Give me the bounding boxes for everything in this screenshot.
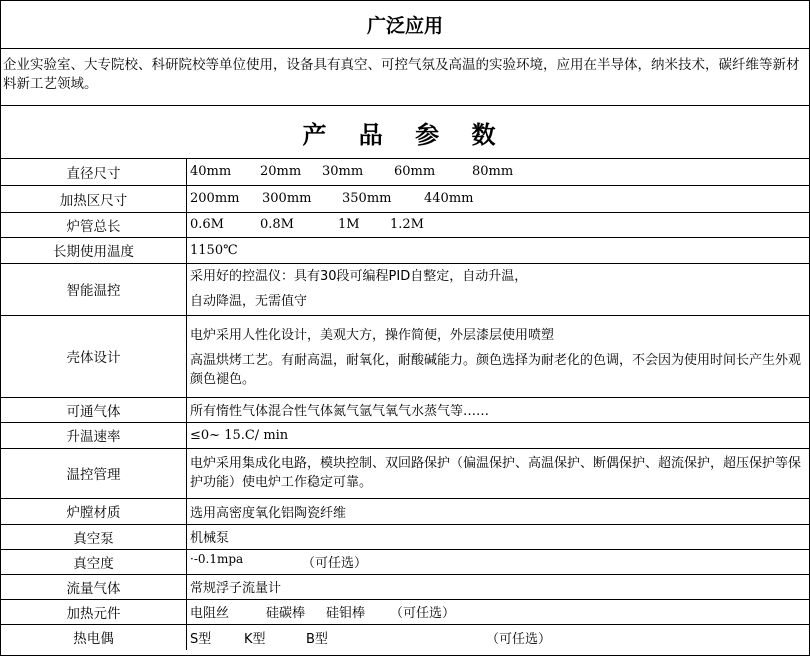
vacuum-pump-value: 机械泵 bbox=[187, 524, 810, 549]
tube-length-option: 0.8M bbox=[260, 217, 294, 232]
row-label-shell-design: 壳体设计 bbox=[1, 315, 187, 397]
row-label-vacuum: 真空度 bbox=[1, 549, 187, 574]
table-row bbox=[1, 237, 809, 263]
row-label-temp-management: 温控管理 bbox=[1, 448, 187, 498]
table-row bbox=[1, 549, 809, 574]
table-row bbox=[1, 574, 809, 599]
table-row bbox=[1, 624, 809, 650]
long-term-temp-value: 1150℃ bbox=[187, 237, 810, 263]
tube-length-option: 1M bbox=[338, 217, 360, 232]
thermocouple-option: B型 bbox=[306, 631, 328, 647]
heating-zone-option: 440mm bbox=[424, 191, 474, 206]
parameter-table bbox=[1, 159, 809, 650]
table-row bbox=[1, 185, 809, 212]
row-label-tube-length: 炉管总长 bbox=[1, 212, 187, 237]
vacuum-value: ·-0.1mpa bbox=[190, 552, 244, 566]
applications-text: 企业实验室、大专院校、科研院校等单位使用，设备具有真空、可控气氛及高温的实验环境，应用在半导体，纳米技术，碳纤维等新材料新工艺领域。 bbox=[1, 49, 809, 106]
row-label-heating-zone: 加热区尺寸 bbox=[1, 185, 187, 212]
heater-note: （可任选） bbox=[390, 606, 456, 621]
vacuum-note: （可任选） bbox=[302, 556, 368, 571]
diameter-option: 80mm bbox=[472, 164, 514, 180]
row-label-long-term-temp: 长期使用温度 bbox=[1, 237, 187, 263]
row-label-vacuum-pump: 真空泵 bbox=[1, 524, 187, 549]
table-row bbox=[1, 599, 809, 624]
table-row bbox=[1, 263, 809, 315]
thermocouple-option: S型 bbox=[190, 631, 212, 647]
row-label-heat-rate: 升温速率 bbox=[1, 422, 187, 448]
smart-control-line: 自动降温，无需值守 bbox=[190, 294, 308, 309]
diameter-option: 60mm bbox=[394, 164, 436, 180]
heating-zone-option: 300mm bbox=[262, 191, 312, 206]
section-title-applications: 广泛应用 bbox=[1, 1, 809, 49]
heater-option: 硅碳棒 bbox=[266, 606, 306, 621]
tube-length-option: 0.6M bbox=[190, 217, 224, 232]
tube-length-option: 1.2M bbox=[390, 217, 424, 232]
table-row bbox=[1, 498, 809, 524]
smart-control-line: 采用好的控温仪：具有30段可编程PID自整定，自动升温， bbox=[190, 269, 528, 284]
shell-design-line: 高温烘烤工艺。有耐高温，耐氧化，耐酸碱能力。颜色选择为耐老化的色调，不会因为使用时间长产生外观颜色褪色。 bbox=[190, 353, 802, 387]
table-row bbox=[1, 397, 809, 422]
chamber-value: 选用高密度氧化铝陶瓷纤维 bbox=[187, 498, 810, 524]
table-row bbox=[1, 159, 809, 185]
row-label-gas: 可通气体 bbox=[1, 397, 187, 422]
table-row bbox=[1, 315, 809, 397]
table-row bbox=[1, 422, 809, 448]
temp-management-value: 电炉采用集成化电路，模块控制、双回路保护（偏温保护、高温保护、断偶保护、超流保护，超压保护等保护功能）使电炉工作稳定可靠。 bbox=[187, 448, 810, 498]
shell-design-line: 电炉采用人性化设计，美观大方，操作简便，外层漆层使用喷塑 bbox=[190, 328, 555, 343]
table-row bbox=[1, 448, 809, 498]
row-label-thermocouple: 热电偶 bbox=[1, 624, 187, 650]
heater-option: 硅钼棒 bbox=[326, 606, 366, 621]
heating-zone-option: 200mm bbox=[190, 191, 240, 206]
flow-gas-value: 常规浮子流量计 bbox=[187, 574, 810, 599]
section-title-parameters: 产 品 参 数 bbox=[1, 106, 809, 159]
row-label-smart-control: 智能温控 bbox=[1, 263, 187, 315]
diameter-option: 30mm bbox=[322, 164, 364, 180]
table-row bbox=[1, 212, 809, 237]
heat-rate-value: ≤0~ 15.C/ min bbox=[187, 422, 810, 448]
thermocouple-note: （可任选） bbox=[486, 631, 552, 647]
diameter-option: 40mm bbox=[190, 164, 232, 180]
table-row bbox=[1, 524, 809, 549]
heating-zone-option: 350mm bbox=[342, 191, 392, 206]
gas-value: 所有惰性气体混合性气体氮气氩气氧气水蒸气等…… bbox=[187, 397, 810, 422]
heater-option: 电阻丝 bbox=[190, 606, 230, 621]
row-label-chamber: 炉膛材质 bbox=[1, 498, 187, 524]
thermocouple-option: K型 bbox=[244, 631, 266, 647]
diameter-option: 20mm bbox=[260, 164, 302, 180]
row-label-heater: 加热元件 bbox=[1, 599, 187, 624]
row-label-diameter: 直径尺寸 bbox=[1, 159, 187, 185]
row-label-flow-gas: 流量气体 bbox=[1, 574, 187, 599]
